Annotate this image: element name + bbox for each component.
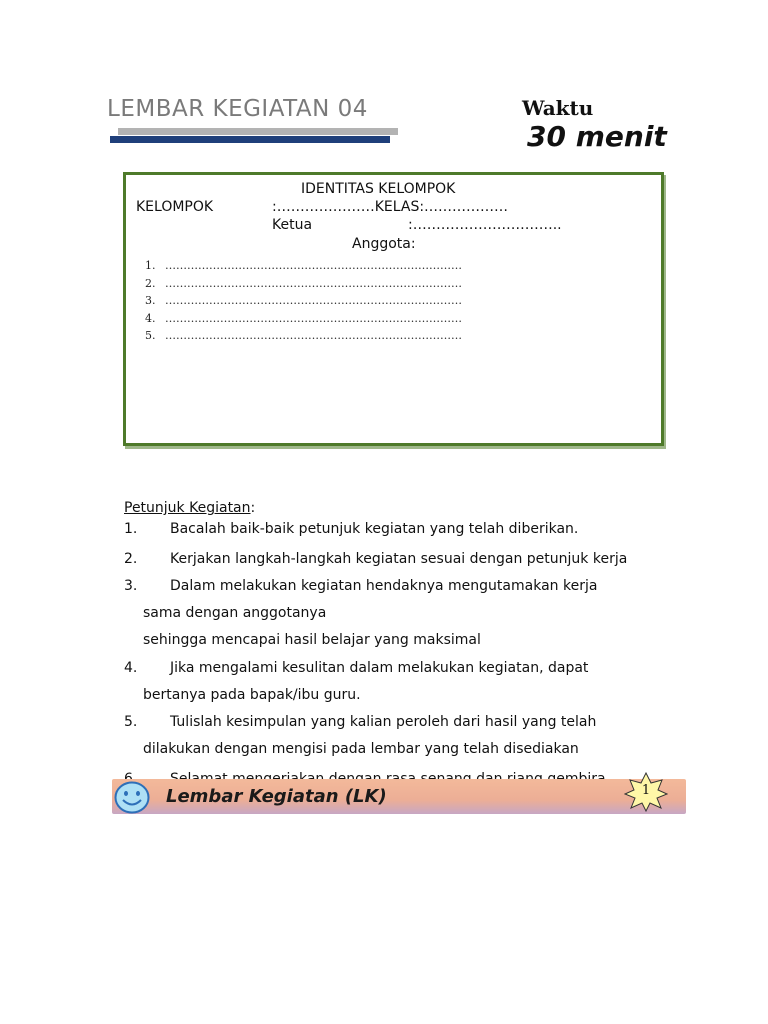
instruction-item: 3. Dalam melakukan kegiatan hendaknya mengutamakan kerja — [124, 578, 598, 594]
kelompok-field[interactable]: :…………………KELAS:……………… — [272, 199, 509, 215]
footer-label: Lembar Kegiatan (LK) — [166, 786, 387, 807]
instruction-continuation: sehingga mencapai hasil belajar yang maksimal — [143, 632, 481, 648]
member-list — [145, 259, 462, 347]
instruction-continuation: bertanya pada bapak/ibu guru. — [143, 687, 361, 703]
anggota-label: Anggota: — [352, 236, 416, 252]
ketua-row — [272, 217, 562, 233]
footer-banner — [112, 779, 686, 814]
smiley-icon — [114, 781, 150, 814]
ketua-label: Ketua — [272, 217, 313, 233]
page-number: 1 — [641, 783, 651, 798]
member-line[interactable]: 1. ……………………………………………………………………… — [145, 259, 462, 272]
title-underline-gray — [118, 128, 398, 135]
instruction-continuation: dilakukan dengan mengisi pada lembar yang telah disediakan — [143, 741, 579, 757]
instruction-continuation: sama dengan anggotanya — [143, 605, 327, 621]
instruction-item: 5. Tulislah kesimpulan yang kalian peroleh dari hasil yang telah — [124, 714, 597, 730]
member-line[interactable]: 3. ……………………………………………………………………… — [145, 294, 462, 307]
kelompok-row — [136, 199, 508, 215]
group-identity-box — [123, 172, 664, 446]
title-underline-blue — [110, 136, 390, 143]
member-line[interactable]: 2. ……………………………………………………………………… — [145, 276, 462, 290]
instructions-title: Petunjuk Kegiatan: — [124, 500, 256, 516]
member-line[interactable]: 5. ……………………………………………………………………… — [145, 329, 462, 342]
member-line[interactable]: 4. ……………………………………………………………………… — [145, 311, 462, 325]
instruction-item: 4. Jika mengalami kesulitan dalam melakukan kegiatan, dapat — [124, 660, 589, 676]
kelompok-label: KELOMPOK — [136, 199, 214, 215]
identity-heading: IDENTITAS KELOMPOK — [301, 181, 456, 197]
instructions-section — [124, 500, 684, 757]
page-title: LEMBAR KEGIATAN 04 — [107, 96, 368, 122]
time-value: 30 menit — [527, 120, 667, 153]
instruction-item: 2. Kerjakan langkah-langkah kegiatan sesuai dengan petunjuk kerja — [124, 551, 628, 567]
instruction-item: 1. Bacalah baik-baik petunjuk kegiatan yang telah diberikan. — [124, 521, 579, 537]
time-label: Waktu — [522, 96, 594, 120]
ketua-field[interactable]: :………………………….. — [408, 217, 562, 233]
